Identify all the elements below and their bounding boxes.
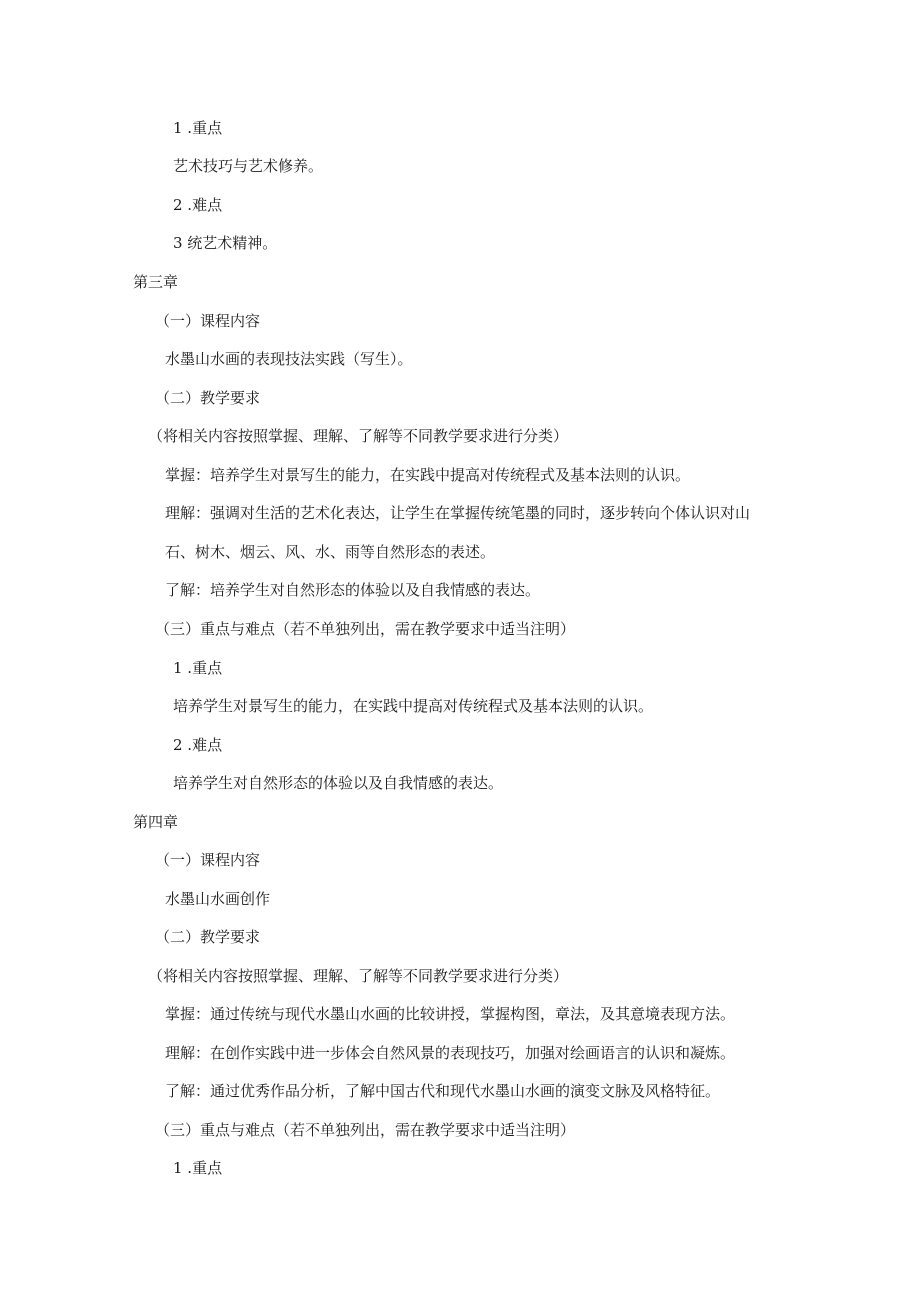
body-text: 理解：在创作实践中进一步体会自然风景的表现技巧，加强对绘画语言的认识和凝炼。: [165, 1044, 736, 1062]
body-text: 石、树木、烟云、风、水、雨等自然形态的表述。: [165, 543, 496, 561]
body-text: 艺术技巧与艺术修养。: [173, 157, 324, 175]
body-text: （将相关内容按照掌握、理解、了解等不同教学要求进行分类）: [148, 427, 569, 445]
body-text: 理解：强调对生活的艺术化表达，让学生在掌握传统笔墨的同时，逐步转向个体认识对山: [165, 504, 751, 522]
body-text: 了解：培养学生对自然形态的体验以及自我情感的表达。: [165, 581, 541, 599]
section-heading: （三）重点与难点（若不单独列出，需在教学要求中适当注明）: [155, 1121, 576, 1139]
body-text: 培养学生对景写生的能力，在实践中提高对传统程式及基本法则的认识。: [173, 697, 654, 715]
section-heading: （二）教学要求: [155, 389, 261, 407]
section-heading: （二）教学要求: [155, 928, 261, 946]
item-number-heading: 1 .重点: [173, 1159, 223, 1177]
body-text: 掌握：培养学生对景写生的能力，在实践中提高对传统程式及基本法则的认识。: [165, 466, 691, 484]
item-number-heading: 2 .难点: [173, 736, 223, 754]
item-number-heading: 1 .重点: [173, 659, 223, 677]
body-text: 水墨山水画的表现技法实践（写生）。: [165, 350, 413, 368]
chapter-heading: 第四章: [133, 813, 179, 831]
section-heading: （一）课程内容: [155, 851, 261, 869]
section-heading: （三）重点与难点（若不单独列出，需在教学要求中适当注明）: [155, 620, 576, 638]
item-number-heading: 2 .难点: [173, 196, 223, 214]
section-heading: （一）课程内容: [155, 312, 261, 330]
body-text: 培养学生对自然形态的体验以及自我情感的表达。: [173, 774, 504, 792]
body-text: （将相关内容按照掌握、理解、了解等不同教学要求进行分类）: [148, 967, 569, 985]
chapter-heading: 第三章: [133, 273, 179, 291]
item-number-heading: 1 .重点: [173, 119, 223, 137]
body-text: 了解：通过优秀作品分析，了解中国古代和现代水墨山水画的演变文脉及风格特征。: [165, 1082, 721, 1100]
body-text: 3 统艺术精神。: [173, 234, 278, 252]
body-text: 掌握：通过传统与现代水墨山水画的比较讲授，掌握构图，章法，及其意境表现方法。: [165, 1005, 736, 1023]
body-text: 水墨山水画创作: [165, 890, 271, 908]
